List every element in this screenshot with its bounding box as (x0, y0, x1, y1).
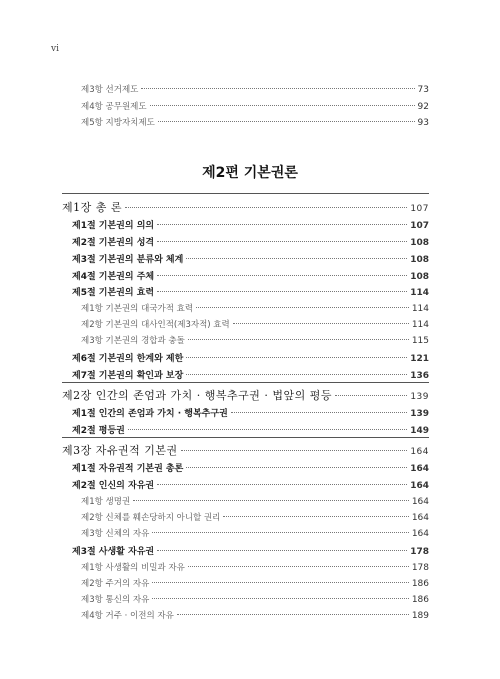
dot-leader (186, 374, 407, 375)
toc-entry-label: 제3항 기본권의 경합과 충돌 (81, 336, 185, 346)
dot-leader (188, 566, 409, 567)
toc-chapter[interactable] (62, 442, 429, 458)
dot-leader (133, 500, 409, 501)
chapter-divider (62, 382, 429, 383)
toc-chapter-label: 제2장 인간의 존엄과 가치 · 행복추구권 · 법앞의 평등 (62, 389, 332, 402)
toc-entry-label: 제2항 신체를 훼손당하지 아니할 권리 (81, 513, 221, 523)
toc-entry-label: 제5절 기본권의 효력 (72, 288, 155, 298)
toc-entry-page: 149 (410, 426, 429, 436)
dot-leader (223, 516, 408, 517)
toc-entry-section[interactable] (81, 83, 429, 95)
toc-entry-subsection[interactable] (81, 302, 429, 314)
dot-leader (177, 614, 409, 615)
dot-leader (158, 121, 415, 122)
dot-leader (335, 395, 407, 396)
page-number: vi (51, 44, 59, 54)
toc-entry-page: 164 (411, 497, 429, 507)
toc-entry-page: 93 (417, 118, 429, 128)
toc-entry-label: 제3항 신체의 자유 (81, 529, 150, 539)
toc-entry-subsection[interactable] (81, 561, 429, 573)
toc-entry-label: 제4절 기본권의 주체 (72, 272, 155, 282)
toc-entry-subsection[interactable] (81, 511, 429, 523)
toc-entry-subsection[interactable] (81, 495, 429, 507)
toc-entry-page: 108 (410, 238, 429, 248)
dot-leader (186, 258, 407, 259)
toc-chapter-page: 107 (410, 204, 429, 214)
toc-entry-section[interactable] (72, 351, 429, 364)
toc-entry-page: 107 (410, 221, 429, 231)
dot-leader (181, 450, 408, 451)
toc-entry-label: 제2절 인신의 자유권 (72, 481, 155, 491)
toc-entry-label: 제5항 지방자치제도 (81, 118, 155, 128)
toc-chapter[interactable] (62, 387, 429, 403)
toc-entry-page: 114 (410, 288, 429, 298)
toc-entry-label: 제3항 선거제도 (81, 85, 139, 95)
dot-leader (152, 598, 409, 599)
toc-entry-label: 제3절 기본권의 분류와 체계 (72, 255, 184, 265)
toc-entry-section[interactable] (72, 235, 429, 248)
toc-entry-section[interactable] (72, 218, 429, 231)
dot-leader (157, 241, 407, 242)
toc-entry-page: 189 (411, 611, 429, 621)
toc-entry-section[interactable] (81, 116, 429, 128)
toc-entry-label: 제1절 자유권적 기본권 총론 (72, 464, 184, 474)
dot-leader (152, 582, 409, 583)
toc-entry-page: 92 (417, 102, 429, 112)
toc-entry-section[interactable] (72, 269, 429, 282)
part-title: 제2편 기본권론 (202, 165, 298, 181)
toc-entry-label: 제6절 기본권의 한계와 제한 (72, 354, 184, 364)
toc-entry-page: 114 (411, 320, 429, 330)
toc-entry-label: 제2절 평등권 (72, 426, 125, 436)
toc-entry-page: 178 (411, 563, 429, 573)
toc-entry-page: 121 (410, 354, 429, 364)
toc-entry-label: 제2절 기본권의 성격 (72, 238, 155, 248)
toc-chapter-label: 제1장 총 론 (62, 201, 122, 214)
toc-entry-page: 164 (411, 513, 429, 523)
toc-entry-label: 제4항 거주 · 이전의 자유 (81, 611, 174, 621)
toc-entry-section[interactable] (72, 252, 429, 265)
toc-entry-label: 제1항 생명권 (81, 497, 131, 507)
toc-chapter-page: 164 (410, 447, 429, 457)
dot-leader (157, 484, 407, 485)
chapter-divider (62, 437, 429, 438)
toc-entry-page: 114 (411, 304, 429, 314)
dot-leader (157, 550, 407, 551)
toc-entry-label: 제3절 사생활 자유권 (72, 547, 155, 557)
toc-entry-label: 제2항 주거의 자유 (81, 579, 150, 589)
toc-entry-label: 제7절 기본권의 확인과 보장 (72, 371, 184, 381)
toc-entry-section[interactable] (72, 423, 429, 436)
toc-entry-subsection[interactable] (81, 577, 429, 589)
toc-chapter-label: 제3장 자유권적 기본권 (62, 444, 178, 457)
toc-entry-label: 제1절 인간의 존엄과 가치 · 행복추구권 (72, 409, 228, 419)
toc-entry-label: 제1항 기본권의 대국가적 효력 (81, 304, 194, 314)
toc-entry-page: 108 (410, 272, 429, 282)
dot-leader (125, 207, 407, 208)
dot-leader (231, 412, 407, 413)
toc-entry-label: 제3항 통신의 자유 (81, 595, 150, 605)
chapter-divider (62, 193, 429, 194)
toc-entry-page: 139 (410, 409, 429, 419)
dot-leader (150, 105, 415, 106)
dot-leader (157, 291, 407, 292)
dot-leader (186, 467, 407, 468)
toc-entry-section[interactable] (72, 461, 429, 474)
toc-entry-page: 136 (410, 371, 429, 381)
toc-entry-section[interactable] (72, 368, 429, 381)
toc-entry-subsection[interactable] (81, 609, 429, 621)
toc-entry-subsection[interactable] (81, 318, 429, 330)
toc-entry-subsection[interactable] (81, 334, 429, 346)
toc-chapter[interactable] (62, 199, 429, 215)
toc-entry-page: 186 (411, 595, 429, 605)
toc-entry-subsection[interactable] (81, 527, 429, 539)
dot-leader (157, 224, 407, 225)
toc-entry-page: 108 (410, 255, 429, 265)
toc-entry-page: 164 (410, 464, 429, 474)
dot-leader (141, 88, 414, 89)
toc-entry-label: 제4항 공무원제도 (81, 102, 147, 112)
toc-entry-section[interactable] (72, 478, 429, 491)
toc-entry-section[interactable] (72, 544, 429, 557)
dot-leader (157, 275, 407, 276)
dot-leader (152, 532, 409, 533)
toc-entry-label: 제1항 사생활의 비밀과 자유 (81, 563, 185, 573)
toc-entry-page: 115 (411, 336, 429, 346)
toc-entry-label: 제2항 기본권의 대사인적(제3자적) 효력 (81, 320, 230, 330)
toc-entry-label: 제1절 기본권의 의의 (72, 221, 155, 231)
dot-leader (196, 307, 409, 308)
toc-entry-page: 186 (411, 579, 429, 589)
dot-leader (128, 429, 407, 430)
toc-entry-section[interactable] (72, 285, 429, 298)
dot-leader (188, 339, 409, 340)
toc-chapter-page: 139 (410, 392, 429, 402)
toc-entry-section[interactable] (81, 100, 429, 112)
toc-entry-subsection[interactable] (81, 593, 429, 605)
dot-leader (233, 323, 409, 324)
toc-entry-page: 73 (417, 85, 429, 95)
toc-entry-section[interactable] (72, 406, 429, 419)
dot-leader (186, 357, 407, 358)
toc-entry-page: 164 (410, 481, 429, 491)
toc-entry-page: 178 (410, 547, 429, 557)
toc-entry-page: 164 (411, 529, 429, 539)
